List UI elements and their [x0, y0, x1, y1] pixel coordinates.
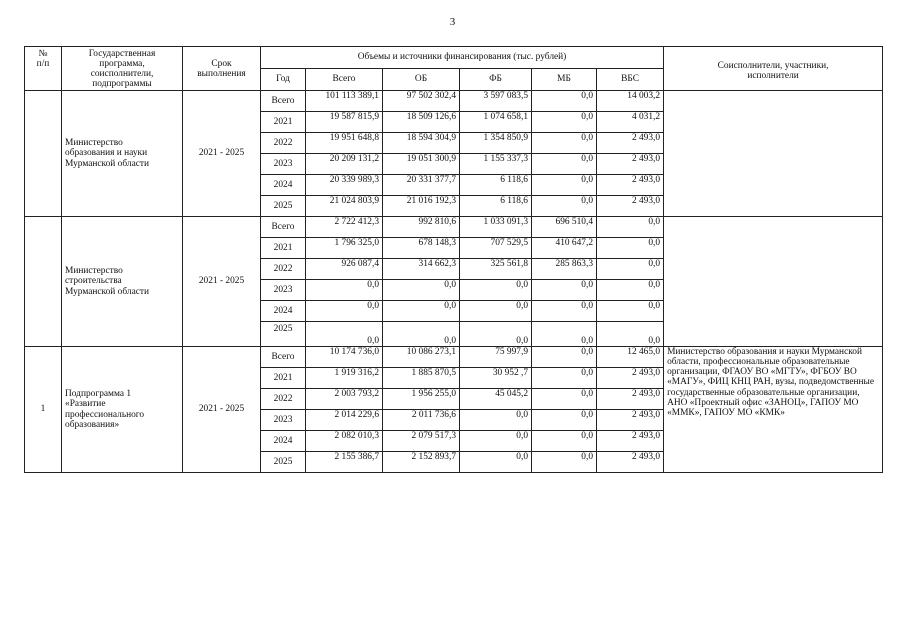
- cell-ob: 1 885 870,5: [383, 368, 460, 389]
- cell-year: 2021: [261, 368, 306, 389]
- cell-vbs: 2 493,0: [597, 452, 664, 473]
- cell-fb: 0,0: [460, 431, 532, 452]
- cell-fb: 0,0: [460, 280, 532, 301]
- cell-vbs: 2 493,0: [597, 175, 664, 196]
- cell-vbs: 2 493,0: [597, 389, 664, 410]
- cell-mb: 0,0: [532, 431, 597, 452]
- cell-total: 0,0: [306, 301, 383, 322]
- cell-mb: 285 863,3: [532, 259, 597, 280]
- cell-fb: 0,0: [460, 410, 532, 431]
- cell-vbs: 2 493,0: [597, 368, 664, 389]
- cell-fb: 75 997,9: [460, 347, 532, 368]
- header-participants: Соисполнители, участники, исполнители: [664, 47, 883, 91]
- cell-total: 926 087,4: [306, 259, 383, 280]
- header-financing: Объемы и источники финансирования (тыс. рублей): [261, 47, 664, 69]
- cell-fb: 45 045,2: [460, 389, 532, 410]
- cell-mb: 410 647,2: [532, 238, 597, 259]
- cell-vbs: 0,0: [597, 217, 664, 238]
- page-number: 3: [449, 16, 456, 28]
- cell-vbs: 0,0: [597, 322, 664, 347]
- cell-year: Всего: [261, 347, 306, 368]
- cell-year: 2021: [261, 112, 306, 133]
- cell-ob: 0,0: [383, 322, 460, 347]
- section-term: 2021 - 2025: [183, 217, 261, 347]
- cell-mb: 0,0: [532, 389, 597, 410]
- cell-vbs: 2 493,0: [597, 431, 664, 452]
- cell-year: 2023: [261, 280, 306, 301]
- section-num: 1: [25, 347, 62, 473]
- cell-ob: 992 810,6: [383, 217, 460, 238]
- cell-year: 2023: [261, 154, 306, 175]
- cell-mb: 0,0: [532, 301, 597, 322]
- cell-ob: 678 148,3: [383, 238, 460, 259]
- header-total: Всего: [306, 69, 383, 91]
- cell-vbs: 2 493,0: [597, 410, 664, 431]
- cell-total: 2 155 386,7: [306, 452, 383, 473]
- cell-mb: 0,0: [532, 154, 597, 175]
- cell-total: 21 024 803,9: [306, 196, 383, 217]
- cell-vbs: 2 493,0: [597, 196, 664, 217]
- section-participants: [664, 91, 883, 217]
- cell-mb: 0,0: [532, 368, 597, 389]
- cell-vbs: 0,0: [597, 301, 664, 322]
- cell-year: 2025: [261, 196, 306, 217]
- cell-fb: 0,0: [460, 452, 532, 473]
- section-name: Министерство строительства Мурманской области: [62, 217, 183, 347]
- cell-total: 2 082 010,3: [306, 431, 383, 452]
- section-term: 2021 - 2025: [183, 347, 261, 473]
- cell-fb: 707 529,5: [460, 238, 532, 259]
- cell-year: Всего: [261, 91, 306, 112]
- header-term: Срок выполнения: [183, 47, 261, 91]
- cell-vbs: 0,0: [597, 280, 664, 301]
- cell-ob: 2 079 517,3: [383, 431, 460, 452]
- cell-total: 2 003 793,2: [306, 389, 383, 410]
- cell-mb: 0,0: [532, 452, 597, 473]
- cell-ob: 2 152 893,7: [383, 452, 460, 473]
- cell-total: 1 796 325,0: [306, 238, 383, 259]
- cell-vbs: 4 031,2: [597, 112, 664, 133]
- cell-mb: 0,0: [532, 175, 597, 196]
- cell-fb: 1 074 658,1: [460, 112, 532, 133]
- cell-mb: 0,0: [532, 196, 597, 217]
- cell-year: 2022: [261, 259, 306, 280]
- table-row: [25, 347, 883, 368]
- section-num: [25, 91, 62, 217]
- cell-mb: 0,0: [532, 280, 597, 301]
- cell-total: 0,0: [306, 322, 383, 347]
- cell-vbs: 12 465,0: [597, 347, 664, 368]
- cell-vbs: 14 003,2: [597, 91, 664, 112]
- cell-fb: 0,0: [460, 301, 532, 322]
- cell-total: 19 951 648,8: [306, 133, 383, 154]
- header-num: № п/п: [25, 47, 62, 91]
- cell-total: 20 339 989,3: [306, 175, 383, 196]
- cell-fb: 325 561,8: [460, 259, 532, 280]
- cell-year: 2023: [261, 410, 306, 431]
- cell-mb: 0,0: [532, 133, 597, 154]
- cell-ob: 21 016 192,3: [383, 196, 460, 217]
- cell-year: 2025: [261, 452, 306, 473]
- cell-mb: 0,0: [532, 322, 597, 347]
- cell-total: 0,0: [306, 280, 383, 301]
- table-row: [25, 91, 883, 112]
- cell-fb: 0,0: [460, 322, 532, 347]
- cell-mb: 0,0: [532, 112, 597, 133]
- header-ob: ОБ: [383, 69, 460, 91]
- cell-ob: 2 011 736,6: [383, 410, 460, 431]
- cell-ob: 0,0: [383, 301, 460, 322]
- cell-year: Всего: [261, 217, 306, 238]
- section-participants: [664, 217, 883, 347]
- cell-fb: 6 118,6: [460, 175, 532, 196]
- header-fb: ФБ: [460, 69, 532, 91]
- cell-vbs: 2 493,0: [597, 133, 664, 154]
- cell-year: 2024: [261, 431, 306, 452]
- cell-year: 2022: [261, 133, 306, 154]
- cell-total: 1 919 316,2: [306, 368, 383, 389]
- cell-ob: 18 509 126,6: [383, 112, 460, 133]
- cell-vbs: 0,0: [597, 238, 664, 259]
- cell-total: 20 209 131,2: [306, 154, 383, 175]
- cell-year: 2022: [261, 389, 306, 410]
- cell-year: 2024: [261, 301, 306, 322]
- cell-mb: 0,0: [532, 91, 597, 112]
- cell-vbs: 2 493,0: [597, 154, 664, 175]
- cell-year: 2024: [261, 175, 306, 196]
- cell-ob: 20 331 377,7: [383, 175, 460, 196]
- header-program: Государственная программа, соисполнители, подпрограммы: [62, 47, 183, 91]
- cell-ob: 19 051 300,9: [383, 154, 460, 175]
- cell-ob: 97 502 302,4: [383, 91, 460, 112]
- cell-total: 19 587 815,9: [306, 112, 383, 133]
- cell-fb: 1 155 337,3: [460, 154, 532, 175]
- cell-fb: 6 118,6: [460, 196, 532, 217]
- cell-fb: 30 952 ,7: [460, 368, 532, 389]
- cell-fb: 1 354 850,9: [460, 133, 532, 154]
- section-name: Подпрограмма 1 «Развитие профессионального образования»: [62, 347, 183, 473]
- cell-ob: 18 594 304,9: [383, 133, 460, 154]
- cell-ob: 314 662,3: [383, 259, 460, 280]
- cell-total: 2 014 229,6: [306, 410, 383, 431]
- section-term: 2021 - 2025: [183, 91, 261, 217]
- cell-ob: 1 956 255,0: [383, 389, 460, 410]
- cell-mb: 0,0: [532, 347, 597, 368]
- cell-ob: 10 086 273,1: [383, 347, 460, 368]
- cell-total: 101 113 389,1: [306, 91, 383, 112]
- table-body: [25, 91, 883, 473]
- cell-fb: 1 033 091,3: [460, 217, 532, 238]
- header-year: Год: [261, 69, 306, 91]
- financing-table: [24, 46, 883, 473]
- cell-vbs: 0,0: [597, 259, 664, 280]
- cell-year: 2021: [261, 238, 306, 259]
- cell-mb: 0,0: [532, 410, 597, 431]
- section-num: [25, 217, 62, 347]
- cell-mb: 696 510,4: [532, 217, 597, 238]
- section-participants: Министерство образования и науки Мурманской области, профессиональные образовательные организации, ФГАОУ ВО «МГТУ», ФГБОУ ВО «МАГУ», ФИЦ КНЦ РАН, вузы, подведомственные государственные образовательные организации, АНО «Проектный офис «ЗАНОЦ», ГАПОУ МО «ММК», ГАПОУ МО «КМК»: [664, 347, 883, 473]
- cell-fb: 3 597 083,5: [460, 91, 532, 112]
- cell-ob: 0,0: [383, 280, 460, 301]
- header-vbs: ВБС: [597, 69, 664, 91]
- cell-total: 2 722 412,3: [306, 217, 383, 238]
- cell-total: 10 174 736,0: [306, 347, 383, 368]
- cell-year: 2025: [261, 322, 306, 347]
- section-name: Министерство образования и науки Мурманской области: [62, 91, 183, 217]
- table-row: [25, 217, 883, 238]
- header-mb: МБ: [532, 69, 597, 91]
